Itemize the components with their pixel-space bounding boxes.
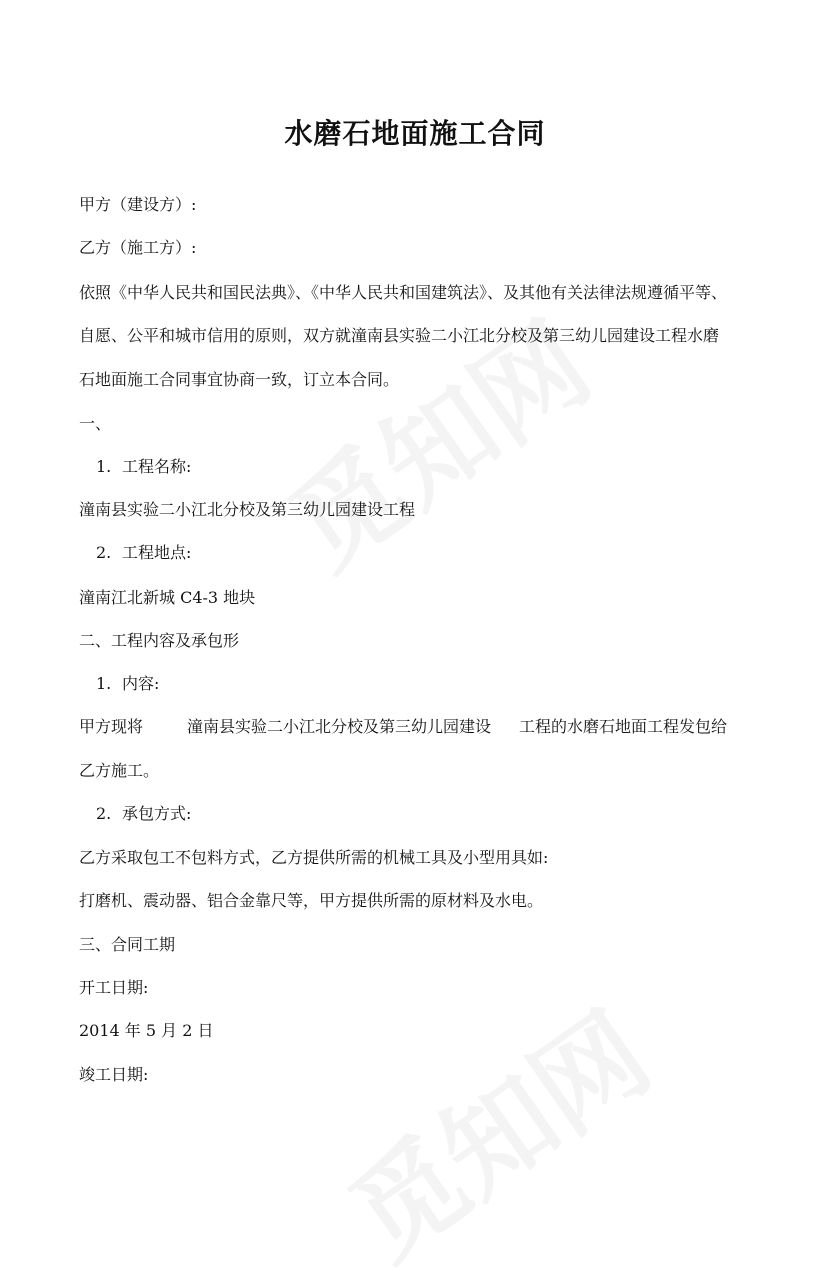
start-date-value: 2014 年 5 月 2 日 bbox=[79, 1021, 214, 1040]
list-item-project-name bbox=[96, 456, 191, 478]
list-label: 内容: bbox=[122, 674, 160, 693]
method-line: 打磨机、震动器、铝合金靠尺等，甲方提供所需的原材料及水电。 bbox=[79, 891, 544, 910]
section-heading: 二、工程内容及承包形 bbox=[79, 631, 240, 650]
list-number: 2. bbox=[96, 543, 112, 562]
list-number: 2. bbox=[96, 804, 112, 823]
list-item-content bbox=[96, 673, 159, 695]
page-title: 水磨石地面施工合同 bbox=[284, 117, 546, 150]
section-heading: 一、 bbox=[79, 414, 112, 433]
start-date-label: 开工日期: bbox=[79, 978, 149, 997]
content-line bbox=[79, 716, 727, 738]
list-label: 工程地点: bbox=[122, 543, 192, 562]
preamble-line: 依照《中华人民共和国民法典》、《中华人民共和国建筑法》、及其他有关法律法规遵循平等、 bbox=[79, 283, 728, 302]
content-blank-fill: 潼南县实验二小江北分校及第三幼儿园建设 bbox=[187, 717, 492, 736]
list-number: 1. bbox=[96, 457, 112, 476]
section-heading: 三、合同工期 bbox=[79, 935, 176, 954]
party-b-label: 乙方（施工方）: bbox=[79, 238, 197, 257]
list-number: 1. bbox=[96, 674, 112, 693]
content-text: 工程的水磨石地面工程发包给 bbox=[519, 717, 728, 736]
end-date-label: 竣工日期: bbox=[79, 1065, 149, 1084]
content-text: 甲方现将 bbox=[79, 717, 144, 736]
list-label: 工程名称: bbox=[122, 457, 192, 476]
preamble-line: 石地面施工合同事宜协商一致，订立本合同。 bbox=[79, 370, 400, 389]
list-item-project-location bbox=[96, 542, 191, 564]
project-name-value: 潼南县实验二小江北分校及第三幼儿园建设工程 bbox=[79, 500, 416, 519]
list-label: 承包方式: bbox=[122, 804, 192, 823]
list-item-contract-method bbox=[96, 803, 191, 825]
preamble-line: 自愿、公平和城市信用的原则，双方就潼南县实验二小江北分校及第三幼儿园建设工程水磨 bbox=[79, 326, 720, 345]
party-a-label: 甲方（建设方）: bbox=[79, 195, 197, 214]
method-line: 乙方采取包工不包料方式，乙方提供所需的机械工具及小型用具如: bbox=[79, 848, 549, 867]
project-location-value: 潼南江北新城 C4-3 地块 bbox=[79, 588, 256, 607]
watermark bbox=[315, 970, 676, 1288]
content-line: 乙方施工。 bbox=[79, 761, 160, 780]
